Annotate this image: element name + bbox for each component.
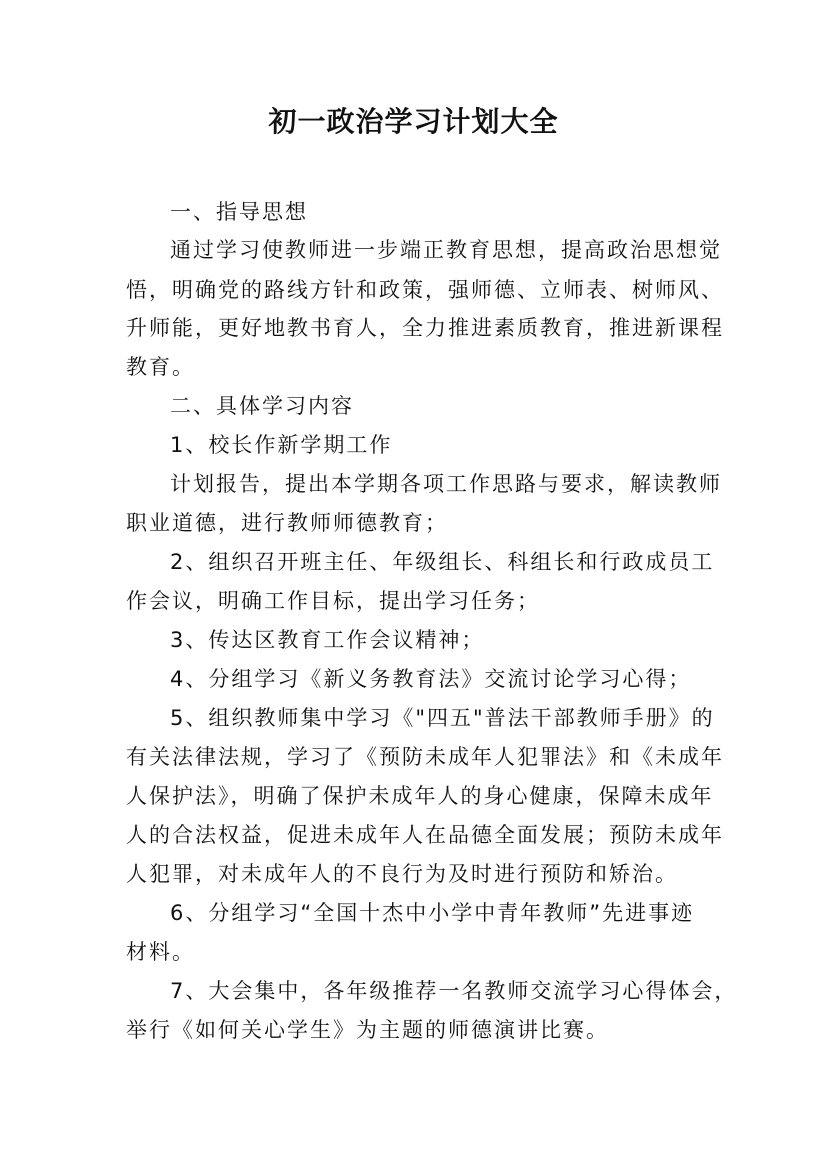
paragraph-line: 人犯罪，对未成年人的不良行为及时进行预防和矫治。: [126, 862, 678, 886]
list-item-7: 7、大会集中，各年级推荐一名教师交流学习心得体会，: [170, 979, 738, 1003]
list-item-6: 6、分组学习“全国十杰中小学中青年教师”先进事迹: [170, 901, 695, 925]
list-item-4: 4、分组学习《新义务教育法》交流讨论学习心得；: [170, 667, 692, 691]
paragraph-line: 人的合法权益，促进未成年人在品德全面发展；预防未成年: [126, 823, 724, 847]
paragraph-line: 人保护法》，明确了保护未成年人的身心健康，保障未成年: [126, 784, 714, 808]
paragraph-line: 教育。: [126, 355, 195, 379]
paragraph-line: 计划报告，提出本学期各项工作思路与要求，解读教师: [170, 472, 722, 496]
document-title: 初一政治学习计划大全: [268, 105, 559, 138]
list-item-2: 2、组织召开班主任、年级组长、科组长和行政成员工: [170, 550, 715, 574]
heading-guiding-thought: 一、指导思想: [170, 200, 308, 224]
paragraph-line: 材料。: [126, 940, 195, 964]
paragraph-line: 有关法律法规，学习了《预防未成年人犯罪法》和《未成年: [126, 745, 724, 769]
list-item-5: 5、组织教师集中学习《"四五"普法干部教师手册》的: [170, 706, 715, 730]
paragraph-line: 作会议，明确工作目标，提出学习任务；: [126, 589, 540, 613]
paragraph-line: 职业道德，进行教师师德教育；: [126, 511, 448, 535]
paragraph-line: 悟，明确党的路线方针和政策，强师德、立师表、树师风、: [126, 278, 724, 302]
paragraph-line: 升师能，更好地教书育人，全力推进素质教育，推进新课程: [126, 316, 724, 340]
list-item-1: 1、校长作新学期工作: [170, 433, 393, 457]
list-item-3: 3、传达区教育工作会议精神；: [170, 628, 485, 652]
paragraph-line: 通过学习使教师进一步端正教育思想，提高政治思想觉: [170, 238, 722, 262]
heading-study-content: 二、具体学习内容: [170, 394, 354, 418]
paragraph-line: 举行《如何关心学生》为主题的师德演讲比赛。: [126, 1018, 609, 1042]
